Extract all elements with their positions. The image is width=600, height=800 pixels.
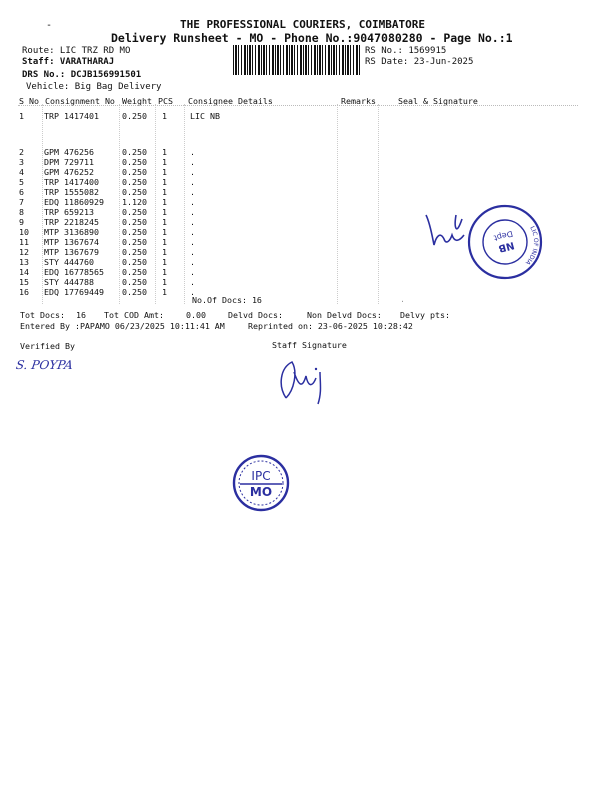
row-sno: 13 bbox=[19, 257, 29, 267]
row-consignee-details: . bbox=[190, 267, 195, 277]
seal-ring-text: LIC OF INDIA bbox=[523, 225, 540, 267]
row-pcs: 1 bbox=[162, 227, 167, 237]
col-header-consignment: Consignment No bbox=[45, 96, 115, 106]
row-sno: 3 bbox=[19, 157, 24, 167]
row-weight: 0.250 bbox=[122, 157, 147, 167]
row-consignment-no: EDQ 11860929 bbox=[44, 197, 104, 207]
row-pcs: 1 bbox=[162, 257, 167, 267]
route-label: Route: LIC TRZ RD MO bbox=[22, 46, 131, 56]
row-weight: 0.250 bbox=[122, 277, 147, 287]
verified-by-label: Verified By bbox=[20, 341, 75, 351]
row-sno: 14 bbox=[19, 267, 29, 277]
row-consignee-details: . bbox=[190, 157, 195, 167]
cod-value: 0.00 bbox=[186, 310, 206, 320]
row-sno: 1 bbox=[19, 111, 24, 121]
column-divider bbox=[42, 104, 43, 304]
runsheet-subtitle: Delivery Runsheet - MO - Phone No.:9047080280 - Page No.:1 bbox=[111, 31, 513, 45]
barcode bbox=[233, 45, 360, 75]
row-consignment-no: MTP 1367674 bbox=[44, 237, 99, 247]
row-weight: 0.250 bbox=[122, 187, 147, 197]
row-consignment-no: MTP 1367679 bbox=[44, 247, 99, 257]
row-consignment-no: STY 444788 bbox=[44, 277, 94, 287]
row-weight: 0.250 bbox=[122, 217, 147, 227]
row-pcs: 1 bbox=[162, 167, 167, 177]
row-pcs: 1 bbox=[162, 187, 167, 197]
row-consignee-details: . bbox=[190, 247, 195, 257]
col-header-consignee: Consignee Details bbox=[188, 96, 273, 106]
row-consignment-no: EDQ 16778565 bbox=[44, 267, 104, 277]
row-consignment-no: TRP 1417401 bbox=[44, 111, 99, 121]
tot-docs-label: Tot Docs: bbox=[20, 310, 65, 320]
row-pcs: 1 bbox=[162, 177, 167, 187]
header-rule bbox=[18, 105, 578, 106]
row-pcs: 1 bbox=[162, 207, 167, 217]
row-weight: 0.250 bbox=[122, 147, 147, 157]
row-consignment-no: TRP 1417400 bbox=[44, 177, 99, 187]
row-sno: 2 bbox=[19, 147, 24, 157]
seal-center-text: NB bbox=[497, 238, 516, 254]
speck: . bbox=[400, 294, 405, 304]
row-pcs: 1 bbox=[162, 247, 167, 257]
row-consignment-no: TRP 2218245 bbox=[44, 217, 99, 227]
row-sno: 16 bbox=[19, 287, 29, 297]
column-divider bbox=[337, 104, 338, 304]
row-weight: 0.250 bbox=[122, 237, 147, 247]
row-sno: 8 bbox=[19, 207, 24, 217]
delvy-pts-label: Delvy pts: bbox=[400, 310, 450, 320]
row-sno: 9 bbox=[19, 217, 24, 227]
row-consignee-details: . bbox=[190, 177, 195, 187]
reprinted-on: Reprinted on: 23-06-2025 10:28:42 bbox=[248, 321, 413, 331]
row-consignee-details: . bbox=[190, 287, 195, 297]
row-sno: 4 bbox=[19, 167, 24, 177]
row-consignment-no: GPM 476252 bbox=[44, 167, 94, 177]
cod-label: Tot COD Amt: bbox=[104, 310, 164, 320]
row-sno: 10 bbox=[19, 227, 29, 237]
staff-signature-label: Staff Signature bbox=[272, 340, 347, 350]
scan-mark: - bbox=[46, 20, 53, 31]
entered-by: Entered By :PAPAMO 06/23/2025 10:11:41 AM bbox=[20, 321, 225, 331]
row-consignment-no: MTP 3136890 bbox=[44, 227, 99, 237]
row-pcs: 1 bbox=[162, 277, 167, 287]
ipc-text: IPC bbox=[251, 469, 271, 483]
mo-text: MO bbox=[249, 485, 273, 499]
col-header-sno: S No bbox=[19, 96, 39, 106]
row-consignment-no: TRP 659213 bbox=[44, 207, 94, 217]
row-consignment-no: EDQ 17769449 bbox=[44, 287, 104, 297]
row-weight: 1.120 bbox=[122, 197, 147, 207]
row-pcs: 1 bbox=[162, 217, 167, 227]
row-consignee-details: . bbox=[190, 147, 195, 157]
column-divider bbox=[155, 104, 156, 304]
row-consignee-details: . bbox=[190, 237, 195, 247]
row-weight: 0.250 bbox=[122, 111, 147, 121]
delivery-signature bbox=[420, 205, 470, 255]
seal-dept-text: Dept bbox=[492, 228, 514, 243]
row-pcs: 1 bbox=[162, 147, 167, 157]
row-sno: 5 bbox=[19, 177, 24, 187]
row-weight: 0.250 bbox=[122, 247, 147, 257]
tot-docs-value: 16 bbox=[76, 310, 86, 320]
row-consignee-details: LIC NB bbox=[190, 111, 220, 121]
column-divider bbox=[378, 104, 379, 304]
row-sno: 6 bbox=[19, 187, 24, 197]
vehicle-label: Vehicle: Big Bag Delivery bbox=[26, 82, 162, 92]
row-sno: 7 bbox=[19, 197, 24, 207]
row-consignment-no: GPM 476256 bbox=[44, 147, 94, 157]
staff-signature-scribble bbox=[272, 350, 342, 410]
row-consignee-details: . bbox=[190, 197, 195, 207]
row-weight: 0.250 bbox=[122, 167, 147, 177]
column-divider bbox=[184, 104, 185, 304]
row-pcs: 1 bbox=[162, 111, 167, 121]
row-pcs: 1 bbox=[162, 197, 167, 207]
row-consignee-details: . bbox=[190, 167, 195, 177]
row-consignment-no: TRP 1555082 bbox=[44, 187, 99, 197]
row-weight: 0.250 bbox=[122, 177, 147, 187]
row-weight: 0.250 bbox=[122, 257, 147, 267]
row-sno: 12 bbox=[19, 247, 29, 257]
drs-number: DRS No.: DCJB156991501 bbox=[22, 70, 142, 80]
row-consignee-details: . bbox=[190, 207, 195, 217]
row-consignee-details: . bbox=[190, 187, 195, 197]
row-pcs: 1 bbox=[162, 267, 167, 277]
column-divider bbox=[119, 104, 120, 304]
company-title: THE PROFESSIONAL COURIERS, COIMBATORE bbox=[180, 18, 426, 31]
ipc-mo-stamp bbox=[231, 453, 291, 513]
row-pcs: 1 bbox=[162, 287, 167, 297]
row-weight: 0.250 bbox=[122, 287, 147, 297]
verifier-handwriting: S. POYPA bbox=[15, 358, 74, 372]
lic-seal-stamp bbox=[466, 203, 544, 281]
row-pcs: 1 bbox=[162, 157, 167, 167]
col-header-remarks: Remarks bbox=[341, 96, 376, 106]
no-of-docs: No.Of Docs: 16 bbox=[192, 295, 262, 305]
row-weight: 0.250 bbox=[122, 227, 147, 237]
rs-date: RS Date: 23-Jun-2025 bbox=[365, 57, 474, 67]
col-header-weight: Weight bbox=[122, 96, 152, 106]
col-header-seal: Seal & Signature bbox=[398, 96, 478, 106]
row-consignee-details: . bbox=[190, 257, 195, 267]
row-sno: 15 bbox=[19, 277, 29, 287]
row-consignee-details: . bbox=[190, 277, 195, 287]
row-pcs: 1 bbox=[162, 237, 167, 247]
row-consignee-details: . bbox=[190, 227, 195, 237]
staff-label: Staff: VARATHARAJ bbox=[22, 57, 115, 67]
non-delvd-docs-label: Non Delvd Docs: bbox=[307, 310, 382, 320]
row-weight: 0.250 bbox=[122, 267, 147, 277]
row-consignee-details: . bbox=[190, 217, 195, 227]
row-weight: 0.250 bbox=[122, 207, 147, 217]
row-consignment-no: DPM 729711 bbox=[44, 157, 94, 167]
col-header-pcs: PCS bbox=[158, 96, 173, 106]
rs-number: RS No.: 1569915 bbox=[365, 46, 447, 56]
row-sno: 11 bbox=[19, 237, 29, 247]
row-consignment-no: STY 444760 bbox=[44, 257, 94, 267]
delvd-docs-label: Delvd Docs: bbox=[228, 310, 283, 320]
